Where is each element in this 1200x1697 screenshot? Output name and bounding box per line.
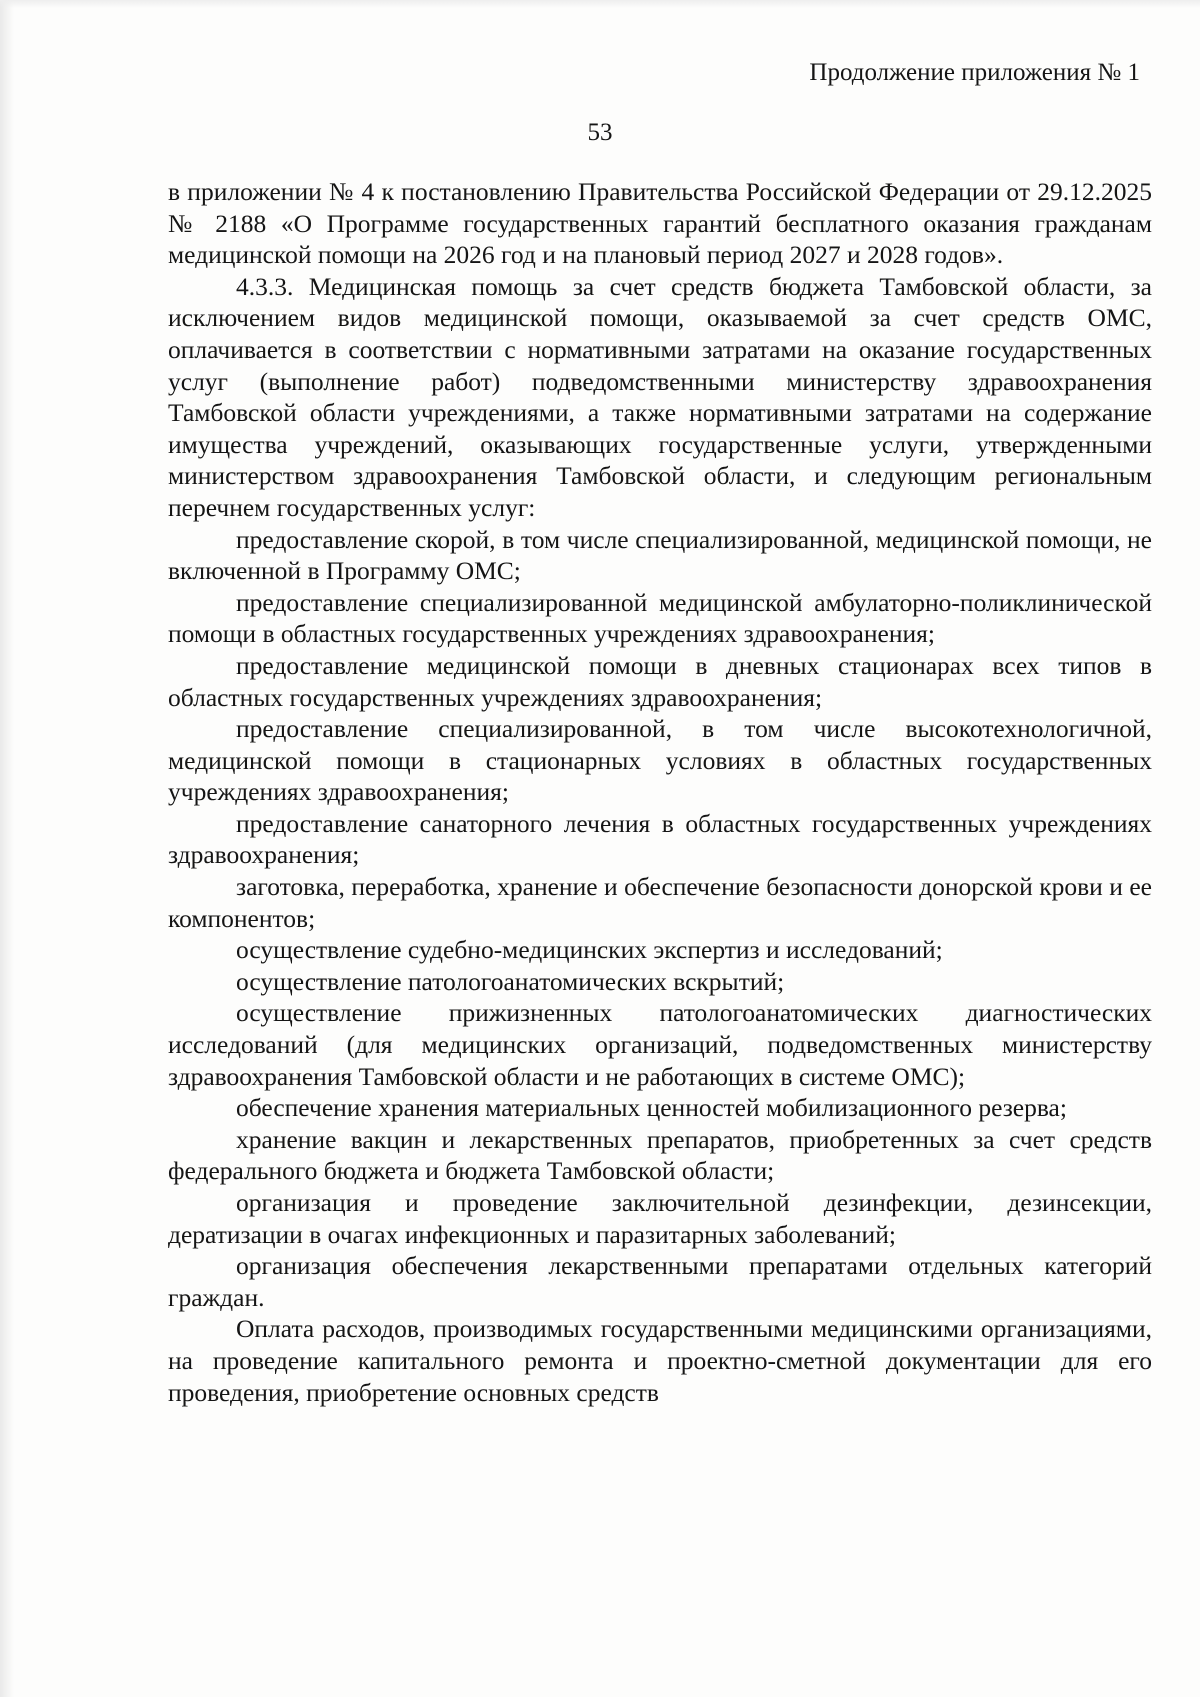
list-item-autopsy: осуществление патологоанатомических вскрытий; xyxy=(236,966,785,996)
list-item-mobilization-reserve: обеспечение хранения материальных ценностей мобилизационного резерва; xyxy=(236,1093,1067,1123)
list-item-outpatient-care: предоставление специализированной медицинской амбулаторно-поликлинической помощи в областных государственных учреждениях здравоохранения; xyxy=(168,587,1152,649)
appendix-continuation-note: Продолжение приложения № 1 xyxy=(809,59,1140,86)
document-body xyxy=(168,176,1152,1408)
list-item-inpatient-care: предоставление специализированной, в том числе высокотехнологичной, медицинской помощи в стационарных условиях в областных государственных учреждениях здравоохранения; xyxy=(168,714,1152,807)
paragraph-section-4-3-3: 4.3.3. Медицинская помощь за счет средств бюджета Тамбовской области, за исключением видов медицинской помощи, оказываемой за счет средств ОМС, оплачивается в соответствии с нормативными затратами на оказание государственных услуг (выполнение работ) подведомственными министерству здравоохранения Тамбовской области учреждениями, а также нормативными затратами на содержание имущества учреждений, оказывающих государственные услуги, утвержденными министерством здравоохранения Тамбовской области, и следующим региональным перечнем государственных услуг: xyxy=(168,271,1152,522)
scan-shadow-top xyxy=(0,0,1200,8)
list-item-ambulance-care: предоставление скорой, в том числе специализированной, медицинской помощи, не включенной в Программу ОМС; xyxy=(168,524,1152,586)
page-number: 53 xyxy=(587,119,613,146)
list-item-sanatorium: предоставление санаторного лечения в областных государственных учреждениях здравоохранения; xyxy=(168,808,1152,870)
paragraph-expenses: Оплата расходов, производимых государственными медицинскими организациями, на проведение капитального ремонта и проектно-сметной документации для его проведения, приобретение основных средств xyxy=(168,1314,1152,1407)
list-item-pathology-diagnostics: осуществление прижизненных патологоанатомических диагностических исследований (для медицинских организаций, подведомственных министерству здравоохранения Тамбовской области и не работающих в системе ОМС); xyxy=(168,998,1152,1091)
list-item-donor-blood: заготовка, переработка, хранение и обеспечение безопасности донорской крови и ее компонентов; xyxy=(168,872,1152,933)
scan-shadow-left xyxy=(0,0,14,1697)
list-item-drug-provision: организация обеспечения лекарственными препаратами отдельных категорий граждан. xyxy=(168,1251,1152,1312)
list-item-day-hospitals: предоставление медицинской помощи в дневных стационарах всех типов в областных государственных учреждениях здравоохранения; xyxy=(168,650,1152,712)
paragraph-continuation: в приложении № 4 к постановлению Правительства Российской Федерации от 29.12.2025 № 2188 «О Программе государственных гарантий бесплатного оказания гражданам медицинской помощи на 2026 год и на плановый период 2027 и 2028 годов». xyxy=(168,177,1152,270)
list-item-forensic: осуществление судебно-медицинских экспертиз и исследований; xyxy=(236,935,943,965)
list-item-vaccine-storage: хранение вакцин и лекарственных препаратов, приобретенных за счет средств федерального бюджета и бюджета Тамбовской области; xyxy=(168,1124,1152,1186)
list-item-disinfection: организация и проведение заключительной дезинфекции, дезинсекции, дератизации в очагах инфекционных и паразитарных заболеваний; xyxy=(168,1188,1152,1249)
